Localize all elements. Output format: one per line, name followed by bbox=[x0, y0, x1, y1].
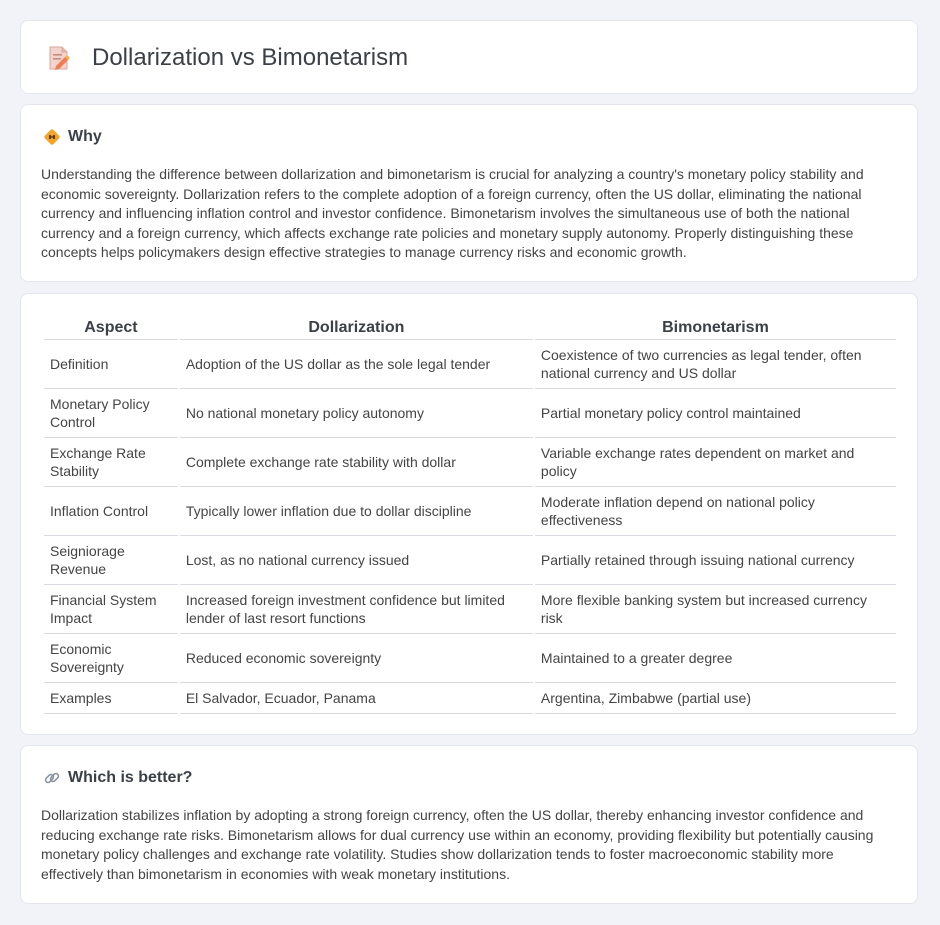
table-row bbox=[44, 536, 896, 585]
dollarization-cell: El Salvador, Ecuador, Panama bbox=[180, 683, 533, 714]
better-text: Dollarization stabilizes inflation by adopting a strong foreign currency, often the US dollar, thereby enhancing investor confidence and reducing exchange rate risks. Bimonetarism allows for dual currency use within an economy, providing flexibility but potentially causing monetary policy challenges and exchange rate volatility. Studies show dollarization tends to foster macroeconomic stability more effectively than bimonetarism in economies with weak monetary institutions. bbox=[41, 807, 874, 882]
aspect-cell: Definition bbox=[44, 340, 178, 389]
aspect-cell: Monetary Policy Control bbox=[44, 389, 178, 438]
dollarization-cell: No national monetary policy autonomy bbox=[180, 389, 533, 438]
bimonetarism-cell: Partial monetary policy control maintained bbox=[535, 389, 896, 438]
page-title: Dollarization vs Bimonetarism bbox=[92, 44, 409, 71]
table-row bbox=[44, 389, 896, 438]
diamond-sign-icon bbox=[43, 128, 61, 146]
why-heading-row bbox=[43, 127, 102, 147]
dollarization-cell: Lost, as no national currency issued bbox=[180, 536, 533, 585]
better-heading: Which is better? bbox=[68, 769, 193, 786]
table-row bbox=[44, 438, 896, 487]
table-header-row bbox=[44, 315, 896, 340]
table-row bbox=[44, 634, 896, 683]
bimonetarism-cell: More flexible banking system but increased currency risk bbox=[535, 585, 896, 634]
comparison-card bbox=[20, 293, 918, 735]
why-heading: Why bbox=[68, 128, 102, 145]
dollarization-cell: Increased foreign investment confidence but limited lender of last resort functions bbox=[180, 585, 533, 634]
bimonetarism-cell: Variable exchange rates dependent on market and policy bbox=[535, 438, 896, 487]
header-dollarization: Dollarization bbox=[180, 315, 533, 340]
bimonetarism-cell: Argentina, Zimbabwe (partial use) bbox=[535, 683, 896, 714]
header-card bbox=[20, 20, 918, 94]
document-edit-icon bbox=[47, 45, 71, 71]
aspect-cell: Examples bbox=[44, 683, 178, 714]
table-row bbox=[44, 683, 896, 714]
bimonetarism-cell: Coexistence of two currencies as legal tender, often national currency and US dollar bbox=[535, 340, 896, 389]
dollarization-cell: Adoption of the US dollar as the sole legal tender bbox=[180, 340, 533, 389]
aspect-cell: Economic Sovereignty bbox=[44, 634, 178, 683]
which-better-card bbox=[20, 745, 918, 904]
better-heading-row bbox=[43, 768, 192, 788]
header-bimonetarism: Bimonetarism bbox=[535, 315, 896, 340]
aspect-cell: Financial System Impact bbox=[44, 585, 178, 634]
table-row bbox=[44, 585, 896, 634]
why-card bbox=[20, 104, 918, 282]
bimonetarism-cell: Moderate inflation depend on national policy effectiveness bbox=[535, 487, 896, 536]
bimonetarism-cell: Partially retained through issuing national currency bbox=[535, 536, 896, 585]
why-text: Understanding the difference between dollarization and bimonetarism is crucial for analyzing a country's monetary policy stability and economic sovereignty. Dollarization refers to the complete adoption of a foreign currency, often the US dollar, eliminating the national currency and influencing inflation control and investor confidence. Bimonetarism involves the simultaneous use of both the national currency and a foreign currency, which affects exchange rate policies and monetary supply autonomy. Properly distinguishing these concepts helps policymakers design effective strategies to manage currency risks and economic growth. bbox=[41, 166, 864, 261]
table-row bbox=[44, 487, 896, 536]
link-icon bbox=[43, 769, 61, 787]
dollarization-cell: Complete exchange rate stability with dollar bbox=[180, 438, 533, 487]
bimonetarism-cell: Maintained to a greater degree bbox=[535, 634, 896, 683]
dollarization-cell: Reduced economic sovereignty bbox=[180, 634, 533, 683]
aspect-cell: Seigniorage Revenue bbox=[44, 536, 178, 585]
header-aspect: Aspect bbox=[44, 315, 178, 340]
comparison-table bbox=[42, 315, 898, 714]
table-row bbox=[44, 340, 896, 389]
aspect-cell: Exchange Rate Stability bbox=[44, 438, 178, 487]
dollarization-cell: Typically lower inflation due to dollar discipline bbox=[180, 487, 533, 536]
aspect-cell: Inflation Control bbox=[44, 487, 178, 536]
